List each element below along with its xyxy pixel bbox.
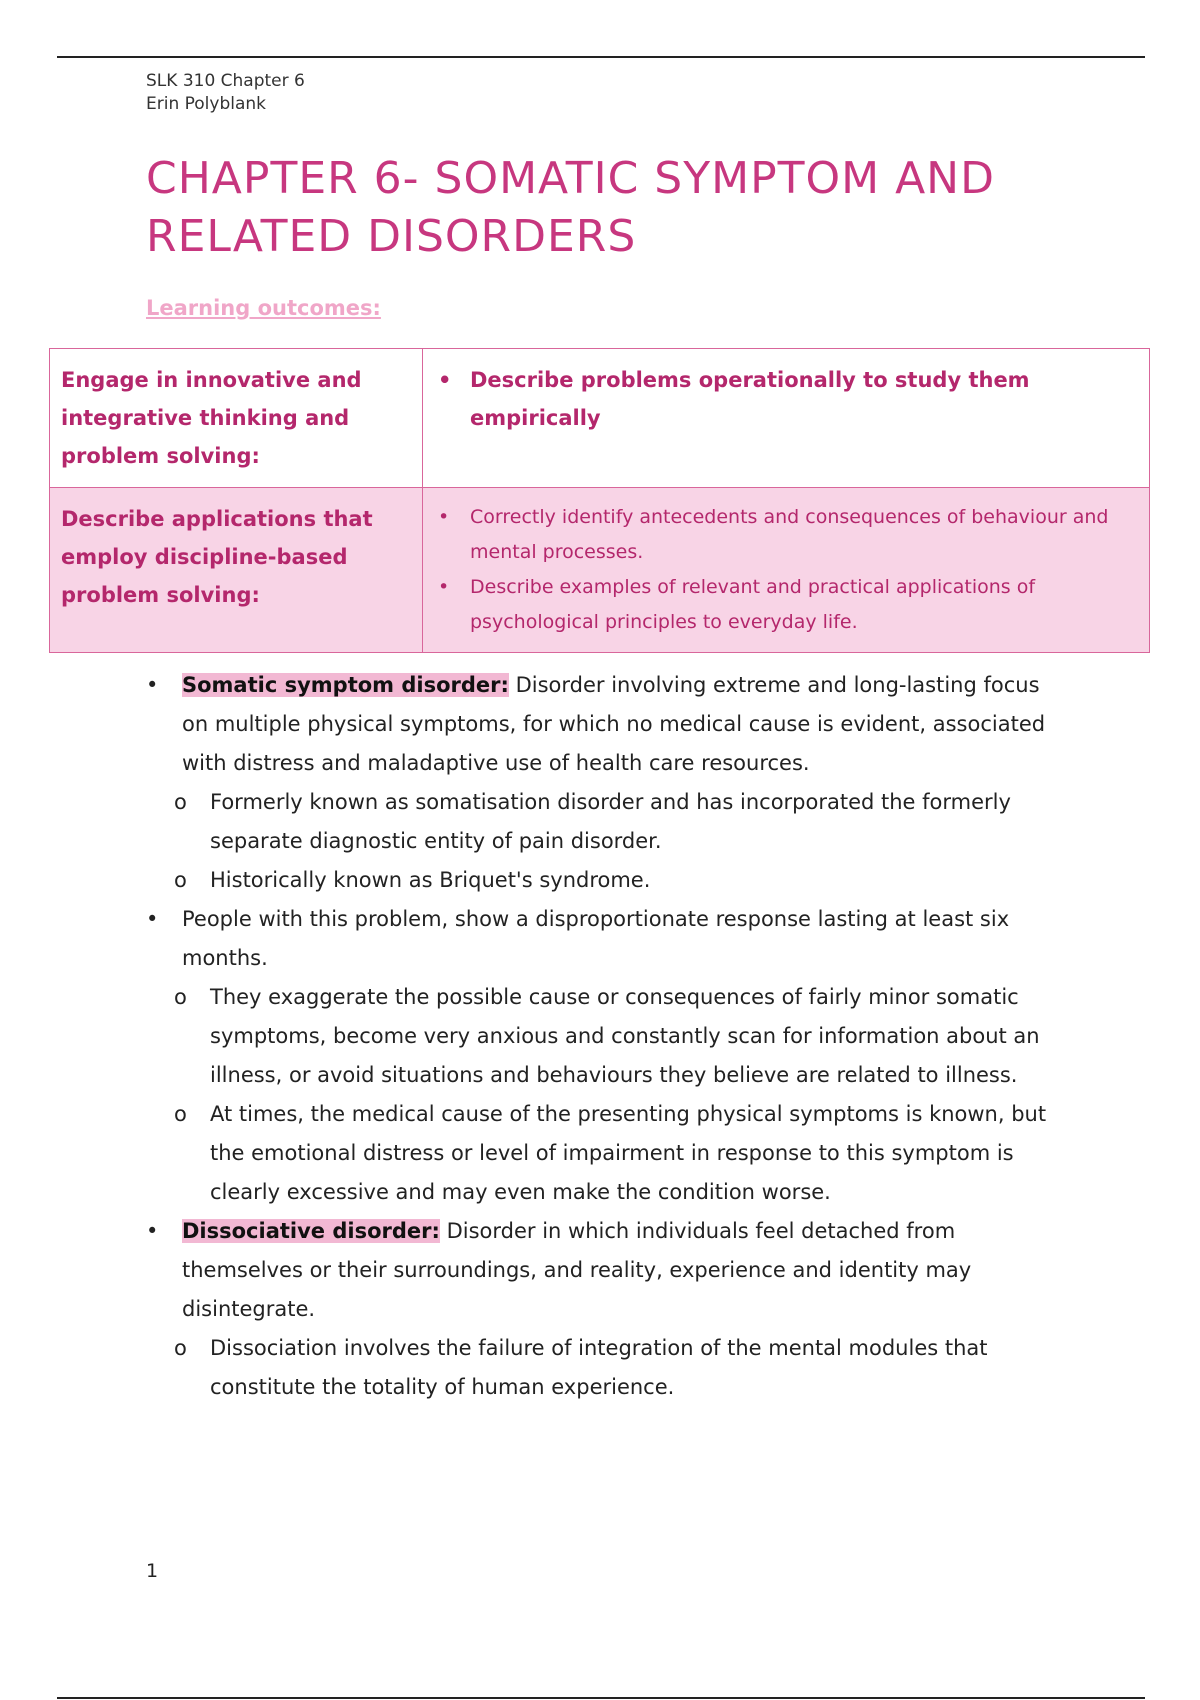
note-subbullet: o They exaggerate the possible cause or consequences of fairly minor somatic symptoms, become very anxious and constantly scan for information about an illness, or avoid situations and behaviours they believe are related to illness.: [146, 978, 1066, 1095]
outcome-item: • Describe problems operationally to study them empirically: [434, 361, 1138, 437]
chapter-title: CHAPTER 6- SOMATIC SYMPTOM AND RELATED DISORDERS: [146, 153, 995, 262]
note-subbullet: o Formerly known as somatisation disorder and has incorporated the formerly separate diagnostic entity of pain disorder.: [146, 783, 1066, 861]
learning-outcomes-label: Learning outcomes:: [146, 296, 381, 320]
note-text: Disorder in which individuals feel detached from themselves or their surroundings, and reality, experience and identity may disintegrate.: [182, 1219, 972, 1321]
note-subbullet: o Historically known as Briquet's syndrome.: [146, 861, 1066, 900]
outcome-row: [50, 488, 1150, 653]
note-bullet: [146, 900, 1066, 978]
note-subbullet: o Dissociation involves the failure of integration of the mental modules that constitute the totality of human experience.: [146, 1329, 1066, 1407]
outcome-heading: Engage in innovative and integrative thinking and problem solving:: [50, 349, 423, 488]
notes-body: [146, 666, 1066, 1407]
outcome-items: [423, 349, 1150, 488]
outcome-row: [50, 349, 1150, 488]
note-bullet: [146, 1212, 1066, 1329]
outcome-heading: Describe applications that employ discipline-based problem solving:: [50, 488, 423, 653]
document-header: [146, 70, 305, 116]
outcome-items: [423, 488, 1150, 653]
page-number: 1: [146, 1560, 159, 1582]
note-subbullet: o At times, the medical cause of the presenting physical symptoms is known, but the emotional distress or level of impairment in response to this symptom is clearly excessive and may even make the condition worse.: [146, 1095, 1066, 1212]
outcome-item: • Correctly identify antecedents and consequences of behaviour and mental processes.: [434, 500, 1138, 570]
author-name: Erin Polyblank: [146, 94, 267, 114]
learning-outcomes-table: [49, 348, 1150, 653]
header-rule: [57, 56, 1145, 58]
note-bullet: [146, 666, 1066, 783]
course-label: SLK 310 Chapter 6: [146, 71, 305, 91]
term-highlight: Dissociative disorder:: [182, 1219, 440, 1243]
footer-rule: [57, 1697, 1145, 1699]
note-text: People with this problem, show a disproportionate response lasting at least six months.: [182, 907, 1010, 970]
term-highlight: Somatic symptom disorder:: [182, 673, 509, 697]
outcome-item: • Describe examples of relevant and practical applications of psychological principles to everyday life.: [434, 570, 1138, 640]
note-text: Disorder involving extreme and long-lasting focus on multiple physical symptoms, for which no medical cause is evident, associated with distress and maladaptive use of health care resources.: [182, 673, 1046, 775]
